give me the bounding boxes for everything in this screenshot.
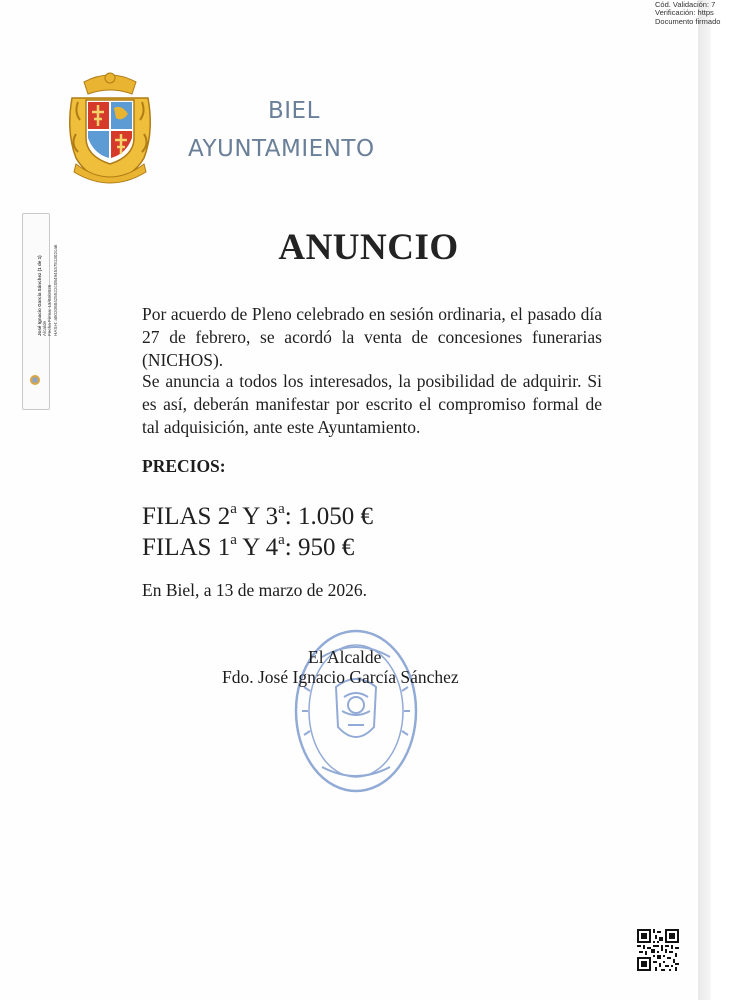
- ordinal-mark: a: [278, 532, 285, 548]
- price-row-label: FILAS 1: [142, 534, 231, 561]
- validation-info: [655, 1, 720, 26]
- validation-doc: Documento firmado: [655, 16, 721, 26]
- announcement-title: ANUNCIO: [278, 227, 459, 268]
- ordinal-mark: a: [278, 501, 285, 517]
- price-row-label: Y 3: [236, 503, 279, 530]
- qr-code-icon: [637, 929, 679, 971]
- coat-of-arms-logo: [64, 72, 156, 188]
- side-stamp-hash: HASH: a502068425522c0849453781302ca6: [52, 244, 58, 336]
- mini-crest-icon: [29, 374, 41, 386]
- price-row-label: FILAS 2: [142, 503, 231, 530]
- price-row-rows-2-3: [142, 503, 373, 531]
- ordinal-mark: a: [230, 501, 237, 517]
- price-row-label: Y 4: [236, 534, 279, 561]
- price-row-rows-1-4: [142, 534, 354, 562]
- paragraph-agreement: Por acuerdo de Pleno celebrado en sesión ordinaria, el pasado día 27 de febrero, se acordó la venta de concesiones funerarias (NICHOS).: [142, 304, 602, 370]
- town-name: BIEL: [268, 98, 320, 124]
- ordinal-mark: a: [230, 532, 237, 548]
- side-stamp-signer: José Ignacio García Sánchez (1 de 1): [37, 255, 42, 336]
- validation-url: Verificación: https: [655, 8, 714, 18]
- validation-code: Cód. Validación: 7: [655, 0, 716, 9]
- page-gutter: [698, 0, 711, 1000]
- paragraph-interest: Se anuncia a todos los interesados, la posibilidad de adquirir. Si es así, deberán manifestar por escrito el compromiso formal de tal adquisición, ante este Ayuntamiento.: [142, 371, 602, 437]
- side-stamp-date: Fecha Firma: 13/03/2026: [47, 284, 53, 336]
- signer-name: Fdo. José Ignacio García Sánchez: [222, 667, 459, 687]
- side-stamp-role: Alcalde: [42, 320, 48, 336]
- prices-heading: PRECIOS:: [142, 456, 226, 476]
- place-and-date: En Biel, a 13 de marzo de 2026.: [142, 580, 368, 600]
- signer-role: El Alcalde: [308, 647, 382, 667]
- price-value: : 950 €: [284, 534, 355, 561]
- institution-name: AYUNTAMIENTO: [188, 136, 375, 162]
- price-value: : 1.050 €: [284, 503, 373, 530]
